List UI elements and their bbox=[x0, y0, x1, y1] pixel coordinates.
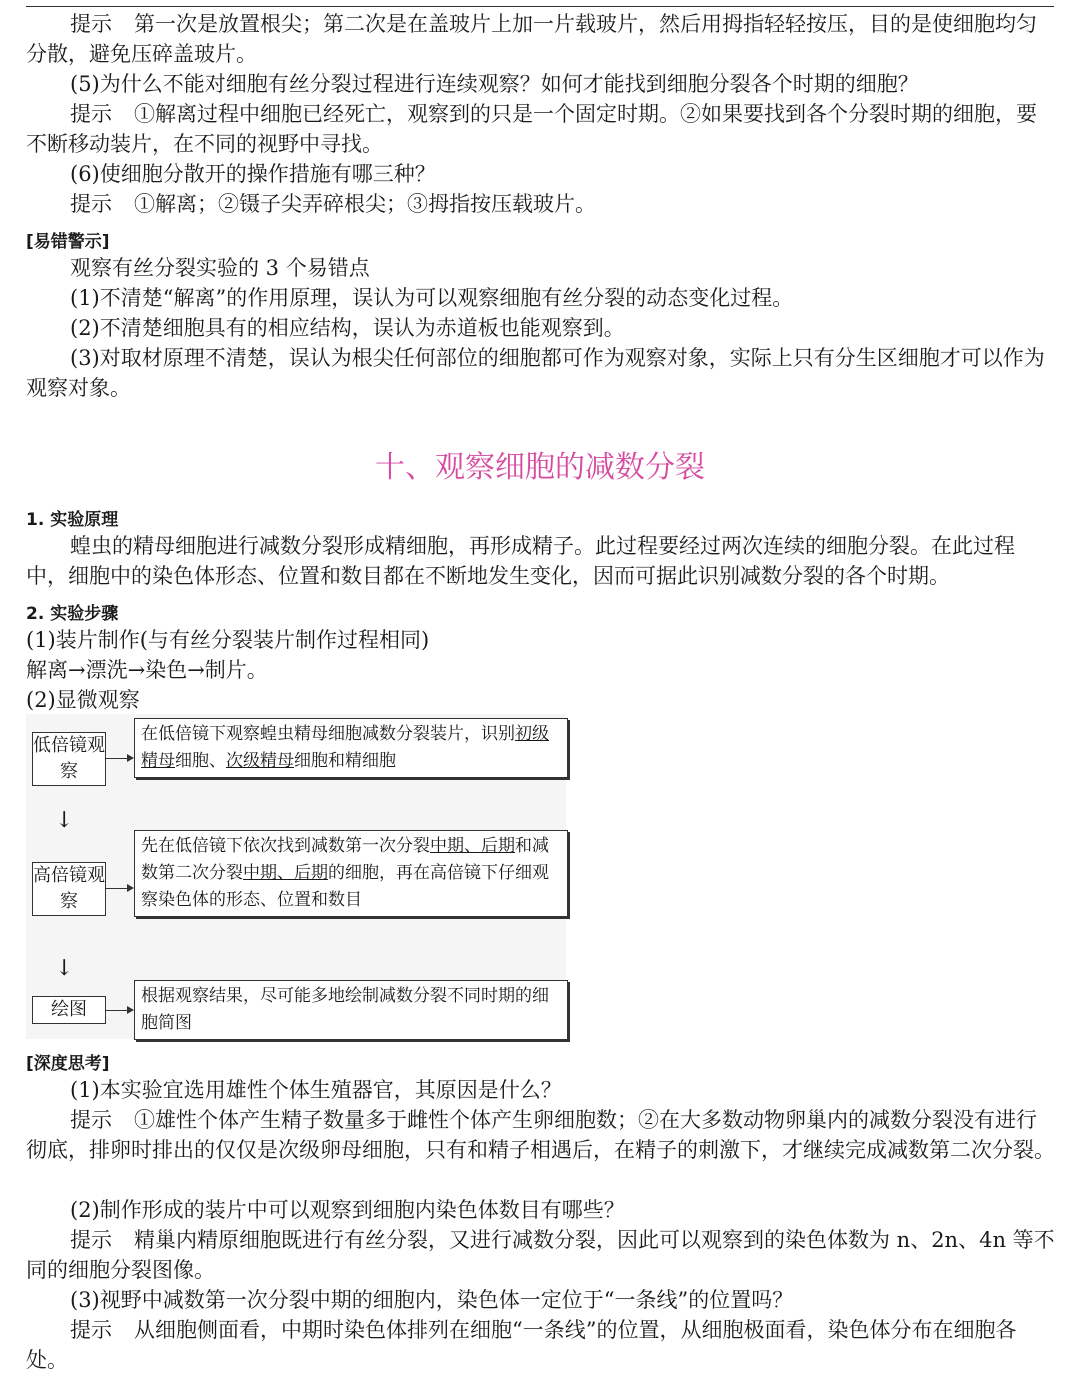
top-rule bbox=[26, 6, 1054, 7]
arrow-down-icon: ↓ bbox=[55, 808, 74, 833]
low-power-label: 低倍镜观察 bbox=[32, 732, 106, 786]
deep-question-3: (3)视野中减数第一次分裂中期的细胞内，染色体一定位于“一条线”的位置吗？ bbox=[70, 1288, 794, 1312]
deep-answer-3: 提示 从细胞侧面看，中期时染色体排列在细胞“一条线”的位置，从细胞极面看，染色体分布在细胞各处。 bbox=[26, 1318, 1017, 1372]
hint-paragraph: 提示 第一次是放置根尖；第二次是在盖玻片上加一片载玻片，然后用拇指轻轻按压，目的是使细胞均匀分散，避免压碎盖玻片。 bbox=[26, 12, 1037, 66]
section-title: 十、观察细胞的减数分裂 bbox=[375, 450, 705, 485]
deep-question-2: (2)制作形成的装片中可以观察到细胞内染色体数目有哪些？ bbox=[70, 1198, 625, 1222]
arrow-right-icon bbox=[106, 1010, 132, 1011]
watermark-icon bbox=[820, 1318, 1020, 1356]
question-5: (5)为什么不能对细胞有丝分裂过程进行连续观察？如何才能找到细胞分裂各个时期的细胞？ bbox=[70, 72, 919, 96]
principle-text: 蝗虫的精母细胞进行减数分裂形成精细胞，再形成精子。此过程要经过两次连续的细胞分裂。在此过程中，细胞中的染色体形态、位置和数目都在不断地发生变化，因而可据此识别减数分裂的各个时期。 bbox=[26, 534, 1015, 588]
warning-item-1: (1)不清楚“解离”的作用原理，误认为可以观察细胞有丝分裂的动态变化过程。 bbox=[70, 286, 794, 310]
arrow-down-icon: ↓ bbox=[55, 956, 74, 981]
answer-6: 提示 ①解离；②镊子尖弄碎根尖；③拇指按压载玻片。 bbox=[70, 192, 596, 216]
step-1: (1)装片制作(与有丝分裂装片制作过程相同) bbox=[26, 628, 430, 652]
observation-flowchart bbox=[26, 714, 566, 1039]
warning-item-2: (2)不清楚细胞具有的相应结构，误认为赤道板也能观察到。 bbox=[70, 316, 625, 340]
deep-thinking-heading: [深度思考] bbox=[26, 1054, 110, 1074]
principle-heading: 1. 实验原理 bbox=[26, 510, 119, 530]
deep-answer-2: 提示 精巢内精原细胞既进行有丝分裂，又进行减数分裂，因此可以观察到的染色体数为 n、2n、4n 等不同的细胞分裂图像。 bbox=[26, 1228, 1055, 1282]
question-6: (6)使细胞分散开的操作措施有哪三种？ bbox=[70, 162, 436, 186]
high-power-label: 高倍镜观察 bbox=[32, 862, 106, 916]
drawing-label: 绘图 bbox=[32, 996, 106, 1024]
warning-heading: [易错警示] bbox=[26, 232, 110, 252]
deep-answer-1: 提示 ①雄性个体产生精子数量多于雌性个体产生卵细胞数；②在大多数动物卵巢内的减数分裂没有进行彻底，排卵时排出的仅仅是次级卵母细胞，只有和精子相遇后，在精子的刺激下，才继续完成减数第二次分裂。 bbox=[26, 1108, 1055, 1162]
arrow-right-icon bbox=[106, 758, 132, 759]
step-1-flow: 解离→漂洗→染色→制片。 bbox=[26, 658, 268, 682]
low-power-box: 在低倍镜下观察蝗虫精母细胞减数分裂装片，识别初级精母细胞、次级精母细胞和精细胞 bbox=[134, 718, 568, 778]
warning-intro: 观察有丝分裂实验的 3 个易错点 bbox=[70, 256, 370, 280]
warning-item-3: (3)对取材原理不清楚，误认为根尖任何部位的细胞都可作为观察对象，实际上只有分生区细胞才可以作为观察对象。 bbox=[26, 346, 1045, 400]
answer-5: 提示 ①解离过程中细胞已经死亡，观察到的只是一个固定时期。②如果要找到各个分裂时期的细胞，要不断移动装片，在不同的视野中寻找。 bbox=[26, 102, 1037, 156]
drawing-box: 根据观察结果，尽可能多地绘制减数分裂不同时期的细胞简图 bbox=[134, 980, 568, 1040]
step-2: (2)显微观察 bbox=[26, 688, 140, 712]
deep-question-1: (1)本实验宜选用雄性个体生殖器官，其原因是什么？ bbox=[70, 1078, 562, 1102]
high-power-box: 先在低倍镜下依次找到减数第一次分裂中期、后期和减数第二次分裂中期、后期的细胞，再在高倍镜下仔细观察染色体的形态、位置和数目 bbox=[134, 830, 568, 917]
arrow-right-icon bbox=[106, 888, 132, 889]
steps-heading: 2. 实验步骤 bbox=[26, 604, 119, 624]
